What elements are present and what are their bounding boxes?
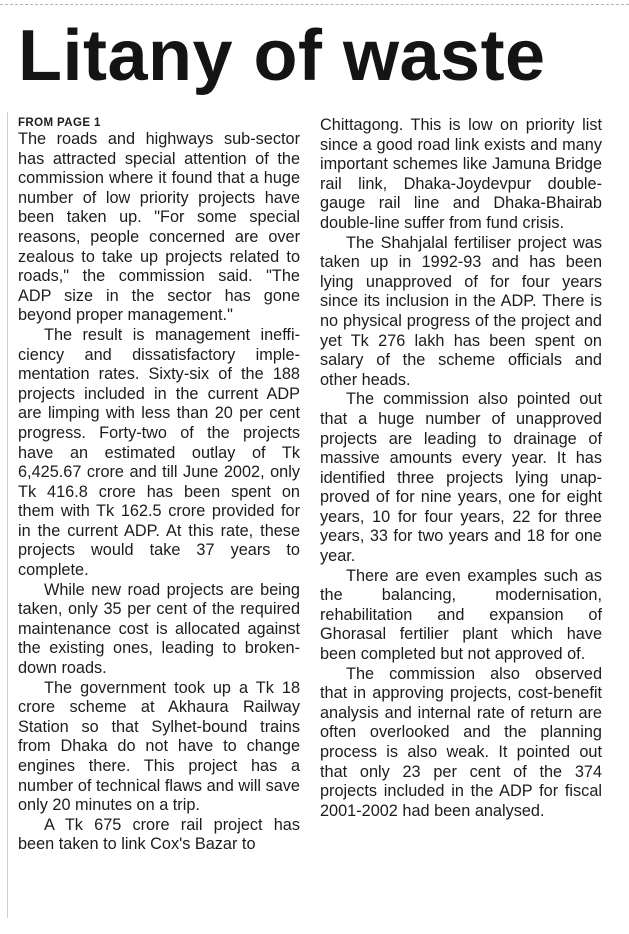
headline: Litany of waste — [18, 16, 546, 96]
body-paragraph: While new road projects are being taken, only 35 per cent of the required maintenance cost is allocated against the existing ones, leading to broken-down roads. — [18, 580, 300, 678]
body-paragraph: The result is management inefficiency and dissatisfactory implementation rates. Sixty-six of the 188 projects included in the current ADP are limping with less than 20 per cent progress. Forty-two of the projects have an estimated outlay of Tk 6,425.67 crore and till June 2002, only Tk 416.8 crore has been spent on them with Tk 162.5 crore provided for in the current ADP. At this rate, these projects would take 37 years to complete. — [18, 325, 300, 580]
body-paragraph: A Tk 675 crore rail project has been taken to link Cox's Bazar to — [18, 815, 300, 854]
kicker-from-page: FROM PAGE 1 — [18, 117, 101, 129]
body-paragraph: The commission also observed that in approving projects, cost-benefit analysis and internal rate of return are often overlooked and the planning process is also weak. It pointed out that only 23 per cent of the 374 projects included in the ADP for fiscal 2001-2002 had been analysed. — [320, 664, 602, 820]
left-column-rule — [7, 112, 8, 918]
top-dashed-rule — [0, 4, 629, 5]
body-paragraph: The commission also pointed out that a huge number of unapproved projects are leading to drainage of massive amounts every year. It has identified three projects lying unapproved of for nine years, one for eight years, 10 for four years, 22 for three years, 33 for two years and 18 for one year. — [320, 390, 602, 566]
body-paragraph: There are even examples such as the balancing, modernisation, rehabilitation and expansion of Ghorasal fertilier plant which have been completed but not approved of. — [320, 566, 602, 664]
body-paragraph-continued: Chittagong. This is low on priority list since a good road link exists and many important schemes like Jamuna Bridge rail link, Dhaka-Joydevpur double-gauge rail line and Dhaka-Bhairab double-line suffer from fund crisis. — [320, 116, 602, 232]
article-column-right — [320, 116, 602, 821]
body-paragraph: The government took up a Tk 18 crore scheme at Akhaura Railway Station so that Sylhet-bound trains from Dhaka do not have to change engines there. This project has a number of technical flaws and will save only 20 minutes on a trip. — [18, 678, 300, 815]
article-column-left — [18, 116, 300, 855]
body-paragraph: The roads and highways sub-sector has attracted special attention of the commission where it found that a huge number of low priority projects have been taken up. "For some special reasons, people concerned are over zealous to take up projects related to roads," the commission said. "The ADP size in the sector has gone beyond proper management." — [18, 130, 300, 325]
body-paragraph: The Shahjalal fertiliser project was taken up in 1992-93 and has been lying unapproved of for four years since its inclusion in the ADP. There is no physical progress of the project and yet Tk 276 lakh has been spent on salary of the scheme officials and other heads. — [320, 233, 602, 389]
